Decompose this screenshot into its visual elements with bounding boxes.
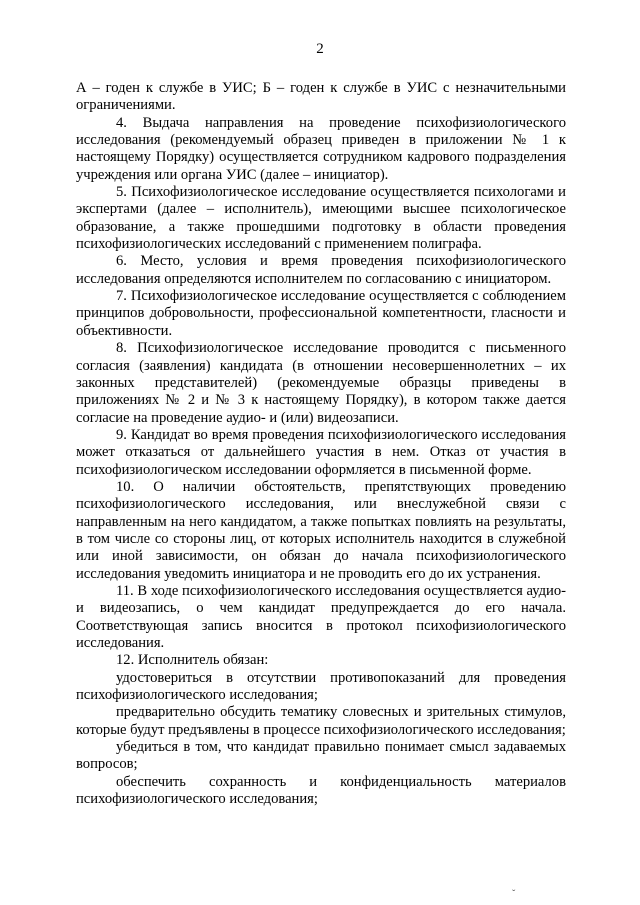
paragraph-4: 4. Выдача направления на проведение психофизиологического исследования (рекомендуемый образец приведен в приложении № 1 к настоящему Порядку) осуществляется сотрудником кадрового подразделения учреждения или органа УИС (далее – инициатор).: [76, 114, 566, 183]
page-number: 2: [316, 41, 324, 57]
paragraph-7: 7. Психофизиологическое исследование осуществляется с соблюдением принципов добровольности, профессиональной компетентности, гласности и объективности.: [76, 288, 566, 339]
document-body: [76, 80, 566, 808]
duty-item-1: удостовериться в отсутствии противопоказаний для проведения психофизиологического исследования;: [76, 669, 566, 704]
duty-item-2: предварительно обсудить тематику словесных и зрительных стимулов, которые будут предъявлены в процессе психофизиологического исследования;: [76, 704, 566, 738]
paragraph-9: 9. Кандидат во время проведения психофизиологического исследования может отказаться от дальнейшего участия в нем. Отказ от участия в психофизиологическом исследовании оформляется в письменной форме.: [76, 426, 566, 478]
duty-item-4: обеспечить сохранность и конфиденциальность материалов психофизиологического исследования;: [76, 773, 566, 808]
paragraph-6: 6. Место, условия и время проведения психофизиологического исследования определяются исполнителем по согласованию с инициатором.: [76, 253, 566, 287]
paragraph-12: 12. Исполнитель обязан:: [116, 652, 269, 669]
duty-item-3: убедиться в том, что кандидат правильно понимает смысл задаваемых вопросов;: [76, 739, 566, 773]
scan-mark: ˇ: [512, 889, 516, 900]
paragraph-grade-definitions: А – годен к службе в УИС; Б – годен к службе в УИС с незначительными ограничениями.: [76, 80, 566, 114]
paragraph-11: 11. В ходе психофизиологического исследования осуществляется аудио- и видеозапись, о чем кандидат предупреждается до его начала. Соответствующая запись вносится в протокол психофизиологического исследования.: [76, 582, 566, 651]
paragraph-10: 10. О наличии обстоятельств, препятствующих проведению психофизиологического исследования, или внеслужебной связи с направленным на него кандидатом, а также попытках повлиять на результаты, в том числе со стороны лиц, от которых исполнитель находится в служебной или иной зависимости, он обязан до начала психофизиологического исследования уведомить инициатора и не проводить его до их устранения.: [76, 478, 566, 582]
paragraph-8: 8. Психофизиологическое исследование проводится с письменного согласия (заявления) кандидата (в отношении несовершеннолетних – их законных представителей) (рекомендуемые образцы приведены в приложениях № 2 и № 3 к настоящему Порядку), в котором также дается согласие на проведение аудио- и (или) видеозаписи.: [76, 340, 566, 426]
paragraph-5: 5. Психофизиологическое исследование осуществляется психологами и экспертами (далее – исполнитель), имеющими высшее психологическое образование, а также прошедшими подготовку в области проведения психофизиологических исследований с применением полиграфа.: [76, 184, 566, 253]
